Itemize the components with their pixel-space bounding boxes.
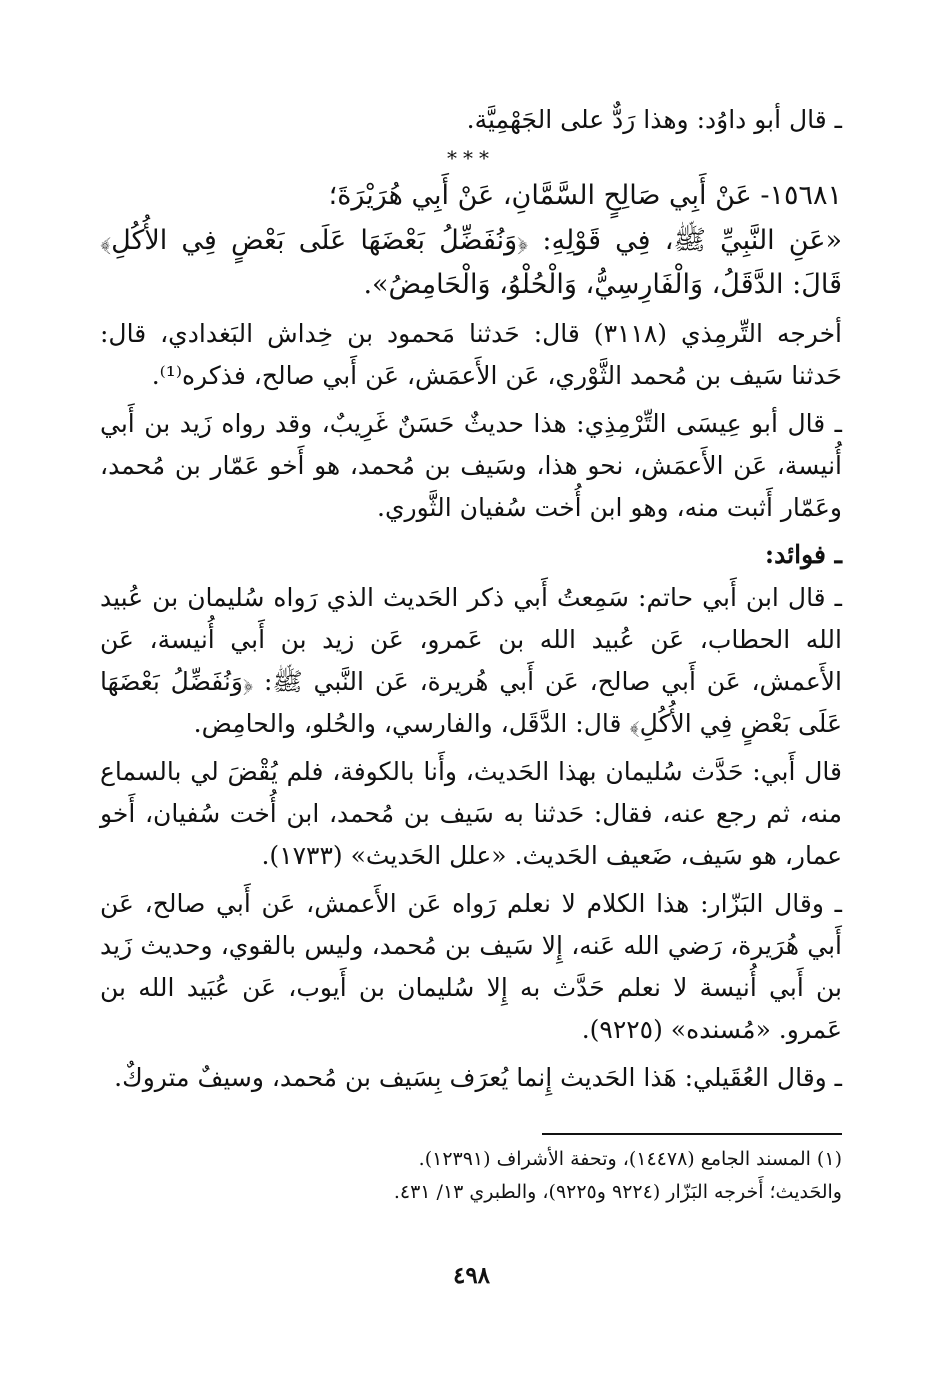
page-number: ٤٩٨ [452, 1262, 491, 1289]
takhrij-paragraph: أخرجه التِّرمِذي (٣١١٨) قال: حَدثنا مَحمود بن خِداش البَغدادي، قال: حَدثنا سَيف بن مُحمد الثَّوْري، عَن الأَعمَش، عَن أَبي صالح، فذكره⁽¹⁾. [100, 318, 842, 390]
fawaid-heading: ـ فوائد: [764, 539, 842, 569]
fawaid-paragraph-3: ـ وقال البَزّار: هذا الكلام لا نعلم رَواه عَن الأَعمش، عَن أَبي صالح، عَن أَبي هُرَيرة، رَضي الله عَنه، إِلا سَيف بن مُحمد، وليس بالقوي، وحديث زَيد بن أَبي أُنيسة لا نعلم حَدَّث به إِلا سُليمان بن أَيوب، عَن عُبَيد الله بن عَمرو. «مُسنده» (٩٢٢٥). [100, 888, 842, 1044]
fawaid-paragraph-1: ـ قال ابن أَبي حاتم: سَمِعتُ أَبي ذكر الحَديث الذي رَواه سُليمان بن عُبيد الله الحطاب، عَن عُبيد الله بن عَمرو، عَن زيد بن أَبي أُنيسة، عَن الأَعمش، عَن أَبي صالح، عَن أَبي هُريرة، عَن النَّبي ﷺ: ﴿وَنُفَضِّلُ بَعْضَهَا عَلَى بَعْضٍ فِي الأُكُلِ﴾ قال: الدَّقَل، والفارسي، والحُلو، والحامِض. [100, 582, 842, 738]
fawaid-paragraph-2: قال أَبي: حَدَّث سُليمان بهذا الحَديث، وأَنا بالكوفة، فلم يُقْضَ لي بالسماع منه، ثم رجع عنه، فقال: حَدثنا به سَيف بن مُحمد، ابن أُخت سُفيان، أَخو عمار، هو سَيف، ضَعيف الحَديث. «علل الحَديث» (١٧٣٣). [100, 756, 842, 870]
footnote-divider [542, 1133, 842, 1135]
section-separator: *** [447, 146, 495, 170]
hadith-header: ١٥٦٨١- عَنْ أَبِي صَالِحٍ السَّمَّانِ، عَنْ أَبِي هُرَيْرَةَ؛ [328, 180, 842, 211]
intro-line: ـ قال أبو داوُد: وهذا رَدٌّ على الجَهْمِيَّة. [466, 105, 842, 134]
page-body [100, 100, 842, 1209]
fawaid-paragraph-4: ـ وقال العُقَيلي: هَذا الحَديث إِنما يُعرَف بِسَيف بن مُحمد، وسيفٌ متروكٌ. [114, 1062, 842, 1092]
tirmidhi-comment: ـ قال أبو عِيسَى التِّرْمِذِي: هذا حديثٌ حَسَنٌ غَرِيبٌ، وقد رواه زَيد بن أَبي أُنيسة، عَن الأَعمَش، نحو هذا، وسَيف بن مُحمد، هو أَخو عَمّار بن مُحمد، وعَمّار أَثبت منه، وهو ابن أُخت سُفيان الثَّوري. [100, 408, 842, 522]
footnote-2: والحَديث؛ أَخرجه البَزّار (٩٢٢٤ و٩٢٢٥)، والطبري ١٣/ ٤٣١. [393, 1180, 842, 1203]
footnote-1: (١) المسند الجامع (١٤٤٧٨)، وتحفة الأشراف (١٢٣٩١). [418, 1147, 842, 1170]
hadith-matn: «عَنِ النَّبِيِّ ﷺ، فِي قَوْلِهِ: ﴿وَنُفَضِّلُ بَعْضَهَا عَلَى بَعْضٍ فِي الأُكُلِ﴾ قَالَ: الدَّقَلُ، وَالْفَارِسِيُّ، وَالْحُلْوُ، وَالْحَامِضُ». [100, 225, 842, 300]
